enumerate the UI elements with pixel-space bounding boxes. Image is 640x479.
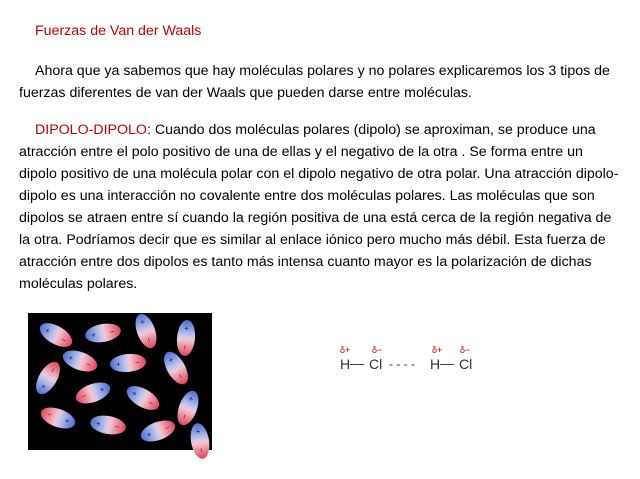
minus-sign: −	[114, 422, 121, 432]
plus-sign: +	[181, 325, 192, 332]
chlorine-2: Cl	[459, 356, 473, 372]
plus-sign: +	[90, 330, 97, 341]
delta-plus-2: δ+	[432, 345, 443, 355]
minus-sign: −	[179, 412, 190, 421]
minus-sign: −	[134, 357, 141, 368]
minus-sign: −	[45, 409, 54, 420]
plus-sign: +	[38, 382, 49, 391]
dipole-term: DIPOLO-DIPOLO	[35, 122, 147, 138]
delta-plus-1: δ+	[340, 345, 351, 355]
slide-title: Fuerzas de Van der Waals	[35, 23, 202, 39]
minus-sign: −	[163, 423, 171, 434]
plus-sign: +	[115, 359, 122, 370]
minus-sign: −	[109, 327, 116, 337]
chlorine-1: Cl	[369, 356, 383, 372]
plus-sign: +	[67, 353, 75, 364]
minus-sign: −	[59, 335, 69, 346]
delta-minus-2: δ−	[460, 345, 471, 355]
dipole-description: : Cuando dos moléculas polares (dipolo) se aproximan, se produce una atracción entre el polo positivo de una de ellas y el negativo de la otra . Se forma entre un dipolo positivo de una molécula polar con el dipolo negativo de otra polar. Una atracción dipolo-dipolo es una interacción no covalente entre dos moléculas polares. Las moléculas que son dipolos se atraen entre sí cuando la región positiva de una está cerca de la región negativa de la otra. Podríamos decir que es similar al enlace iónico pero mucho más débil. Esta fuerza de atracción entre dos dipolos es tanto más intensa cuanto mayor es la polarización de dichas moléculas polares.	[19, 122, 619, 292]
minus-sign: −	[80, 390, 88, 401]
hydrogen-2: H	[430, 356, 441, 372]
plus-sign: +	[98, 384, 106, 395]
bond-2: —	[440, 355, 454, 371]
dipole-paragraph	[19, 119, 624, 295]
plus-sign: +	[145, 429, 153, 440]
delta-minus-1: δ−	[372, 345, 383, 355]
plus-sign: +	[63, 415, 71, 426]
dipole-molecules-image	[28, 313, 212, 454]
plus-sign: +	[185, 395, 196, 403]
hydrogen-1: H	[340, 356, 351, 372]
minus-sign: −	[143, 336, 154, 344]
hcl-dipole-diagram	[336, 343, 496, 373]
plus-sign: +	[192, 428, 203, 435]
minus-sign: −	[146, 398, 156, 409]
plus-sign: +	[95, 418, 102, 429]
plus-sign: +	[43, 325, 52, 336]
hydrogen-bond-dashes: - - - -	[389, 357, 415, 371]
minus-sign: −	[180, 344, 190, 350]
minus-sign: −	[196, 447, 206, 454]
plus-sign: +	[165, 355, 176, 365]
minus-sign: −	[48, 365, 59, 375]
bond-1: —	[350, 355, 364, 371]
minus-sign: −	[84, 359, 93, 370]
minus-sign: −	[175, 372, 186, 381]
intro-paragraph: Ahora que ya sabemos que hay moléculas polares y no polares explicaremos los 3 tipos de fuerzas diferentes de van der Waals que pueden darse entre moléculas.	[19, 63, 610, 101]
plus-sign: +	[137, 318, 148, 326]
plus-sign: +	[130, 388, 139, 399]
